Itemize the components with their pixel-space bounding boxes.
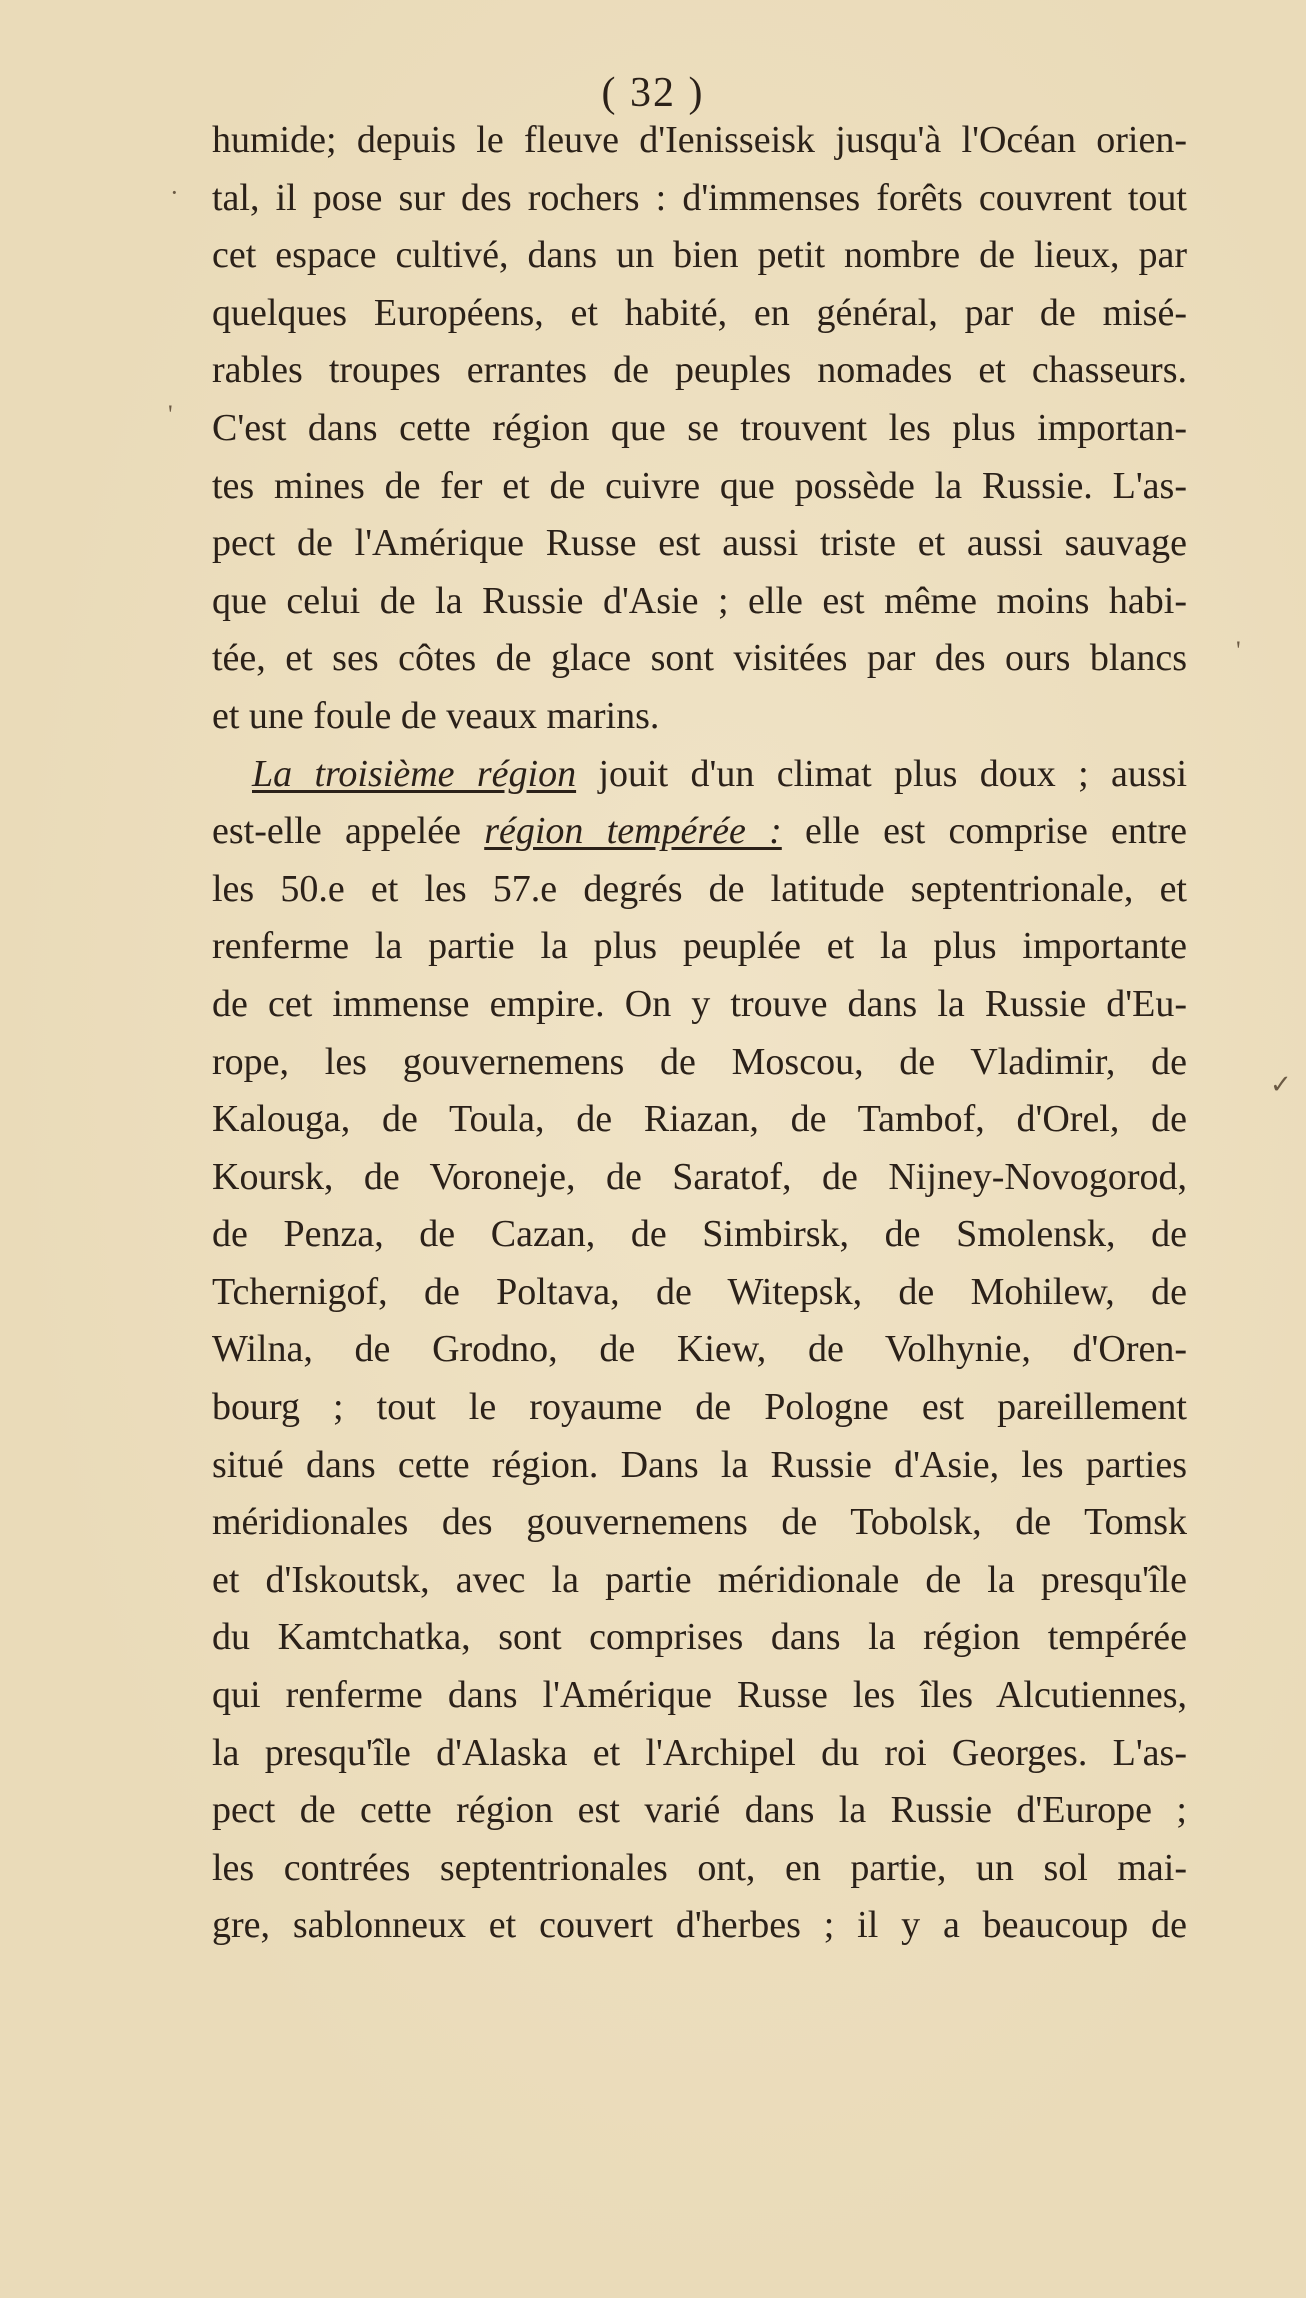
text-line-22: Wilna, de Grodno, de Kiew, de Volhynie, d'Oren- xyxy=(212,1328,1187,1371)
text-line-14: les 50.e et les 57.e degrés de latitude septentrionale, et xyxy=(212,867,1187,910)
text-line-15: renferme la partie la plus peuplée et la plus importante xyxy=(212,925,1187,968)
text-line-13 xyxy=(212,803,1187,861)
text-line-9: que celui de la Russie d'Asie ; elle est même moins habi- xyxy=(212,579,1187,622)
text-line-10: tée, et ses côtes de glace sont visitées par des ours blancs xyxy=(212,637,1187,680)
text-line-12 xyxy=(212,746,1187,804)
text-line-13-post: elle est comprise entre xyxy=(781,810,1187,853)
text-line-28: qui renferme dans l'Amérique Russe les îles Alcutiennes, xyxy=(212,1674,1187,1717)
text-line-6: C'est dans cette région que se trouvent les plus importan- xyxy=(212,406,1187,449)
text-line-19: Koursk, de Voroneje, de Saratof, de Nijney-Novogorod, xyxy=(212,1155,1187,1198)
text-line-1: humide; depuis le fleuve d'Ienisseisk jusqu'à l'Océan orien- xyxy=(212,119,1187,161)
text-line-7: tes mines de fer et de cuivre que possède la Russie. L'as- xyxy=(212,464,1187,507)
margin-mark: ' xyxy=(1236,636,1241,665)
text-line-8: pect de l'Amérique Russe est aussi triste et aussi sauvage xyxy=(212,522,1187,565)
text-line-17: rope, les gouvernemens de Moscou, de Vladimir, de xyxy=(212,1040,1187,1083)
text-line-24: situé dans cette région. Dans la Russie d'Asie, les parties xyxy=(212,1443,1187,1486)
margin-mark: ' xyxy=(168,400,173,429)
text-line-2: tal, il pose sur des rochers : d'immenses forêts couvrent tout xyxy=(212,176,1187,219)
text-line-21: Tchernigof, de Poltava, de Witepsk, de Mohilew, de xyxy=(212,1270,1187,1313)
text-line-12-rest: jouit d'un climat plus doux ; aussi xyxy=(576,752,1187,795)
italic-phrase-troisieme-region: La troisième région xyxy=(252,752,577,795)
text-line-23: bourg ; tout le royaume de Pologne est pareillement xyxy=(212,1386,1187,1429)
margin-mark: · xyxy=(170,178,179,207)
text-line-29: la presqu'île d'Alaska et l'Archipel du roi Georges. L'as- xyxy=(212,1731,1187,1774)
text-line-16: de cet immense empire. On y trouve dans la Russie d'Eu- xyxy=(212,982,1187,1025)
text-line-13-pre: est-elle appelée xyxy=(212,810,485,853)
text-line-27: du Kamtchatka, sont comprises dans la région tempérée xyxy=(212,1616,1187,1659)
text-line-3: cet espace cultivé, dans un bien petit nombre de lieux, par xyxy=(212,234,1187,277)
body-text xyxy=(212,112,1187,1955)
text-line-31: les contrées septentrionales ont, en partie, un sol mai- xyxy=(212,1846,1187,1889)
text-line-11: et une foule de veaux marins. xyxy=(212,694,660,737)
text-line-4: quelques Européens, et habité, en général, par de misé- xyxy=(212,291,1187,334)
text-line-18: Kalouga, de Toula, de Riazan, de Tambof, d'Orel, de xyxy=(212,1098,1187,1141)
italic-phrase-region-temperee: région tempérée : xyxy=(484,810,782,853)
text-line-25: méridionales des gouvernemens de Tobolsk, de Tomsk xyxy=(212,1501,1187,1544)
margin-mark: ✓ xyxy=(1270,1070,1292,1099)
text-line-5: rables troupes errantes de peuples nomades et chasseurs. xyxy=(212,349,1187,392)
text-line-26: et d'Iskoutsk, avec la partie méridionale de la presqu'île xyxy=(212,1558,1187,1601)
page-number: ( 32 ) xyxy=(601,70,705,116)
text-line-20: de Penza, de Cazan, de Simbirsk, de Smolensk, de xyxy=(212,1213,1187,1256)
text-line-30: pect de cette région est varié dans la Russie d'Europe ; xyxy=(212,1789,1187,1832)
text-line-32: gre, sablonneux et couvert d'herbes ; il y a beaucoup de xyxy=(212,1904,1187,1947)
